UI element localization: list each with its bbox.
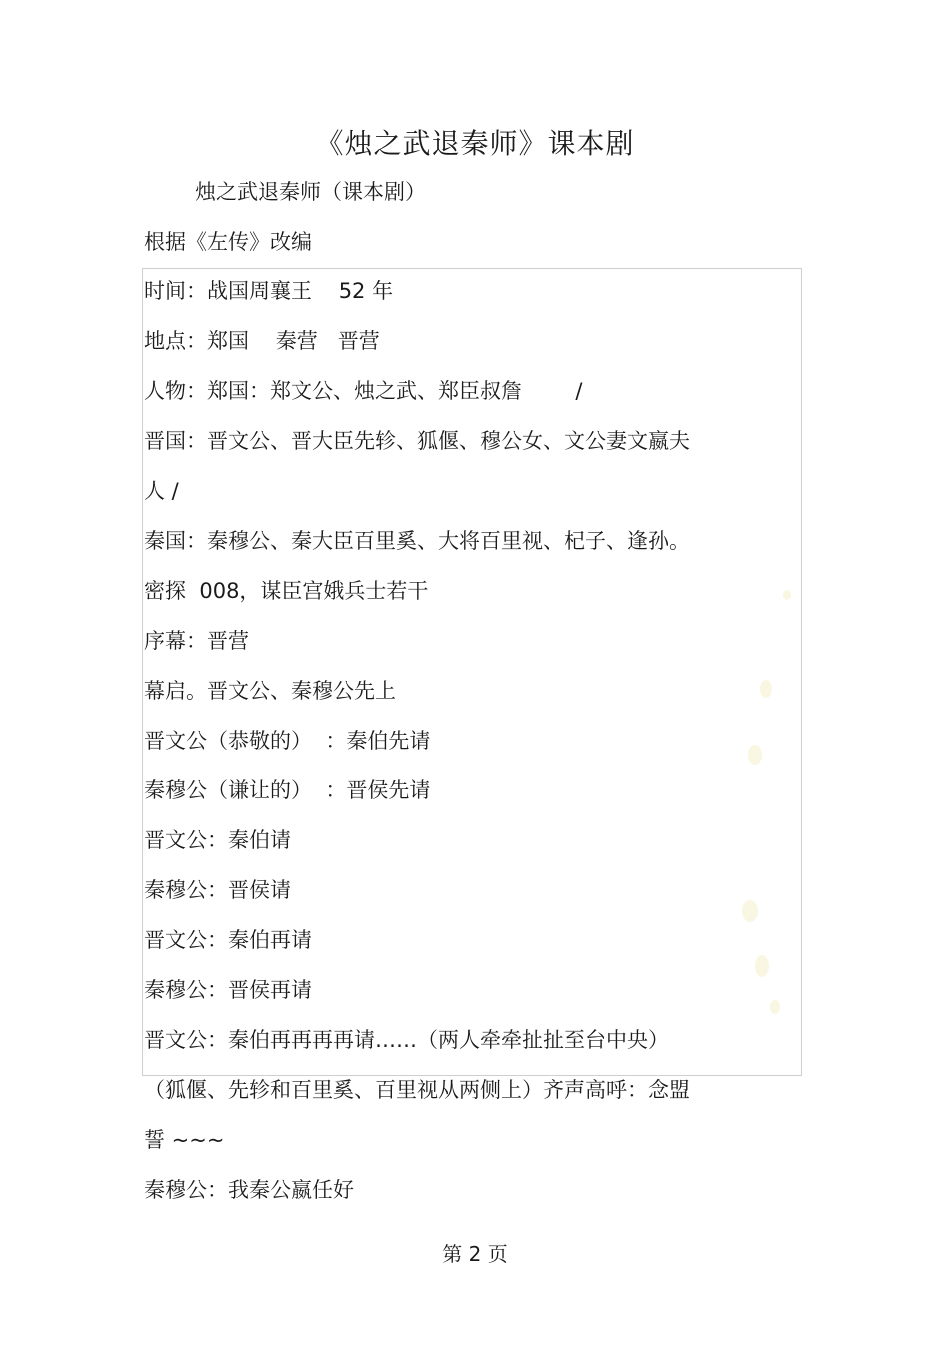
- text-line: 晋国：晋文公、晋大臣先轸、狐偃、穆公女、文公妻文嬴夫: [144, 429, 690, 453]
- background-speck: [755, 955, 769, 977]
- text-line: 秦穆公：我秦公嬴任好: [144, 1178, 354, 1202]
- text-line: 地点：郑国 秦营 晋营: [144, 329, 380, 353]
- text-line: （狐偃、先轸和百里奚、百里视从两侧上）齐声高呼：念盟: [144, 1078, 690, 1102]
- text-line: 晋文公（恭敬的） ：秦伯先请: [144, 729, 431, 753]
- text-line: 秦国：秦穆公、秦大臣百里奚、大将百里视、杞子、逢孙。: [144, 529, 690, 553]
- background-speck: [783, 590, 791, 600]
- text-line: 秦穆公：晋侯再请: [144, 978, 312, 1002]
- text-line: 人物：郑国：郑文公、烛之武、郑臣叔詹 /: [144, 379, 583, 403]
- background-speck: [748, 745, 762, 765]
- background-speck: [770, 1000, 780, 1014]
- text-line: 晋文公：秦伯请: [144, 828, 291, 852]
- document-subtitle: 烛之武退秦师（课本剧）: [195, 180, 426, 204]
- text-line: 秦穆公：晋侯请: [144, 878, 291, 902]
- document-title: 《烛之武退秦师》课本剧: [315, 127, 635, 160]
- text-line: 密探 008，谋臣宫娥兵士若干: [144, 579, 429, 603]
- text-line: 序幕：晋营: [144, 629, 249, 653]
- text-line: 晋文公：秦伯再请: [144, 928, 312, 952]
- page-number: 第 2 页: [442, 1242, 508, 1266]
- background-speck: [760, 680, 772, 698]
- background-speck: [742, 900, 758, 922]
- text-line: 根据《左传》改编: [144, 230, 312, 254]
- text-line: 幕启。晋文公、秦穆公先上: [144, 679, 396, 703]
- text-line: 秦穆公（谦让的） ：晋侯先请: [144, 778, 431, 802]
- text-line: 人 /: [144, 479, 179, 503]
- text-line: 时间：战国周襄王 52 年: [144, 279, 394, 303]
- text-line: 誓 ~~~: [144, 1128, 225, 1152]
- text-line: 晋文公：秦伯再再再再请……（两人牵牵扯扯至台中央）: [144, 1028, 669, 1052]
